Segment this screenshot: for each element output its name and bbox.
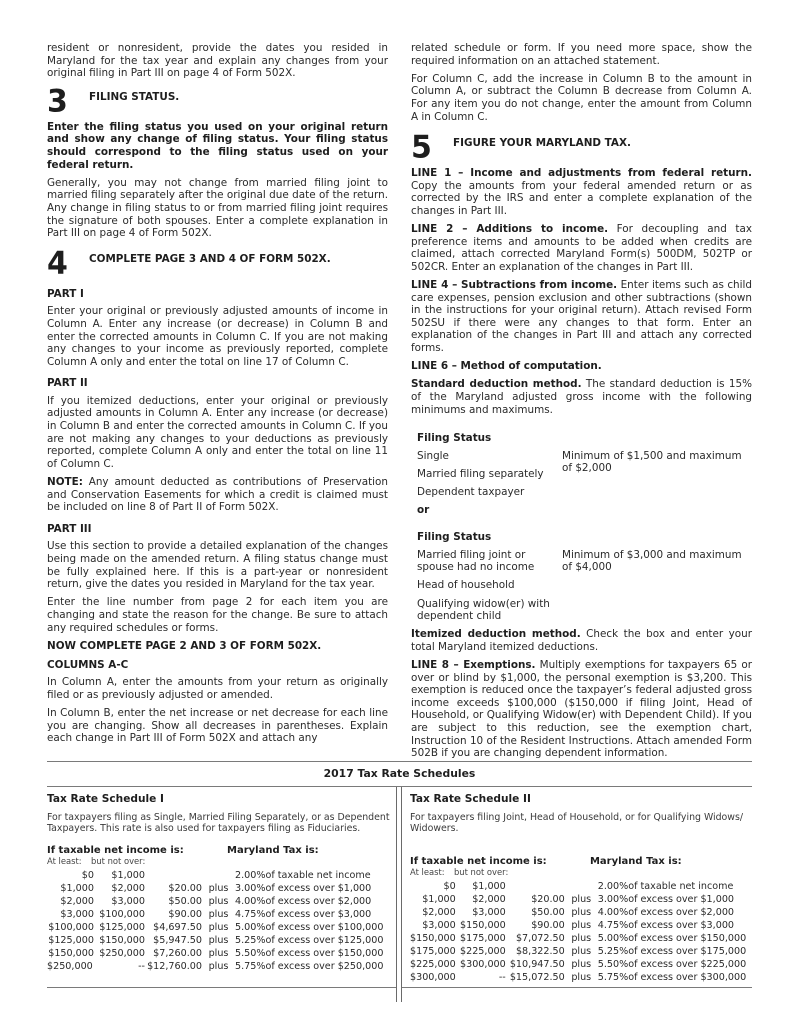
cell-at-least: $150,000 — [409, 932, 456, 944]
cell-desc: of excess over $250,000 — [265, 960, 384, 972]
cell-desc: of taxable net income — [265, 869, 371, 881]
filing-status-married-joint: Married filing joint or spouse had no income — [417, 548, 535, 574]
cell-at-least: $150,000 — [48, 947, 94, 959]
filing-status-head-of-household: Head of household — [417, 579, 515, 592]
cell-not-over: $250,000 — [99, 947, 145, 959]
line-1-text: Copy the amounts from your federal amended return or as corrected by the IRS and enter a complete explanation of the changes in Part III. — [411, 179, 752, 217]
cell-rate: 4.00% — [235, 895, 266, 907]
cell-at-least: $1,000 — [422, 893, 456, 905]
cell-rate: 5.00% — [597, 932, 629, 944]
cell-plus: plus — [208, 895, 229, 907]
cell-at-least: $2,000 — [60, 895, 94, 907]
filing-status-instruction: Enter the filing status you used on your original return and show any change of filing status. Your filing status should correspond to the filing status used on your federal return. — [47, 120, 388, 171]
cell-not-over: $2,000 — [472, 893, 506, 905]
cell-rate: 5.75% — [235, 960, 266, 972]
cell-at-least: $0 — [443, 880, 456, 892]
cell-at-least: $100,000 — [48, 921, 94, 933]
cell-base — [145, 869, 202, 882]
at-least-subheader: At least: — [409, 867, 445, 878]
standard-deduction-text: The standard deduction is 15% of the Maryland adjusted gross income with the following minimums and maximums. — [411, 378, 752, 416]
cell-not-over: $1,000 — [111, 869, 145, 881]
table-row — [47, 947, 383, 960]
cell-base: $15,072.50 — [509, 971, 565, 983]
schedule-description: For taxpayers filing Joint, Head of Household, or for Qualifying Widows/ Widowers. — [409, 811, 744, 835]
rate-table — [410, 880, 746, 984]
itemized-deduction-paragraph — [411, 628, 752, 653]
cell-plus: plus — [208, 882, 229, 894]
cell-plus: plus — [208, 947, 229, 959]
cell-desc: of excess over $300,000 — [628, 971, 747, 983]
cell-plus: plus — [208, 921, 229, 933]
note-text: Any amount deducted as contributions of Preservation and Conservation Easements for which a credit is claimed must be included on line 8 of Part II of Form 502X. — [47, 476, 388, 514]
cell-base — [506, 880, 565, 893]
line-2-text: For decoupling and tax preference items and amounts to be added when credits are claimed, attach corrected Maryland Form(s) 500DM, 502TP or 502CR. Enter an explanation of the changes in Part III. — [411, 223, 752, 273]
section-title: FIGURE YOUR MARYLAND TAX. — [453, 137, 631, 150]
cell-base: $10,947.50 — [509, 958, 565, 970]
standard-deduction-paragraph — [411, 378, 752, 416]
line-4-paragraph — [411, 279, 752, 355]
schedule-description: For taxpayers filing as Single, Married Filing Separately, or as Dependent Taxpayers. This rate is also used for taxpayers filing as Fiduciaries. — [47, 811, 390, 835]
deduction-limit: Minimum of $1,500 and maximum of $2,000 — [562, 449, 742, 475]
cell-at-least: $1,000 — [60, 882, 94, 894]
filing-status-married-separately: Married filing separately — [417, 468, 544, 480]
table-row — [47, 960, 383, 973]
not-over-subheader: but not over: — [91, 856, 146, 867]
cell-not-over: $175,000 — [459, 932, 506, 944]
filing-status-qualifying-widow: Qualifying widow(er) with dependent child — [417, 597, 550, 623]
cell-rate: 2.00% — [597, 880, 629, 892]
table-row — [410, 880, 746, 893]
income-header: If taxable net income is: — [47, 844, 184, 856]
columns-heading: COLUMNS A-C — [47, 658, 129, 671]
filing-status-group-2 — [417, 531, 752, 628]
itemized-deduction-label: Itemized deduction method. — [411, 628, 581, 641]
cell-base: $20.00 — [168, 882, 202, 894]
table-row — [47, 895, 383, 908]
table-row — [47, 869, 383, 882]
cell-plus — [565, 880, 598, 893]
deduction-limit: Minimum of $3,000 and maximum of $4,000 — [562, 548, 742, 574]
line-4-text: Enter items such as child care expenses, pension exclusion and other subtractions (shown in the instructions for your original return). Attach revised Form 502SU if there were any changes to that form. Enter an explanation of the changes in Part III and attach any corrected forms. — [411, 279, 752, 355]
cell-plus — [202, 869, 235, 882]
cell-at-least: $125,000 — [48, 934, 94, 946]
cell-not-over: -- — [498, 971, 506, 983]
filing-status-heading: Filing Status — [417, 530, 492, 543]
part-1-paragraph: Enter your original or previously adjusted amounts of income in Column A. Enter any increase (or decrease) in Column B and enter the corrected amounts in Column C. If you are not making any changes to your income as previously reported, complete Column A only and enter the total on line 17 of Column C. — [47, 305, 388, 368]
line-1-label: LINE 1 – Income and adjustments from federal return. — [411, 167, 752, 180]
cell-plus: plus — [571, 971, 592, 983]
tax-rate-schedule-1 — [47, 787, 396, 988]
cell-desc: of excess over $125,000 — [265, 934, 384, 946]
part-3-paragraph-1: Use this section to provide a detailed explanation of the changes being made on the amended return. A filing status change must be fully explained here. If this is a part-year or nonresident return, give the dates you resided in Maryland for the tax year. — [47, 540, 388, 591]
cell-rate: 5.25% — [235, 934, 266, 946]
cell-base: $4,697.50 — [153, 921, 202, 933]
cell-base: $90.00 — [168, 908, 202, 920]
left-column — [47, 42, 388, 751]
section-number: 3 — [47, 82, 68, 120]
section-title: COMPLETE PAGE 3 AND 4 OF FORM 502X. — [89, 252, 331, 265]
cell-base: $7,260.00 — [153, 947, 202, 959]
cell-not-over: $225,000 — [459, 945, 506, 957]
standard-deduction-label: Standard deduction method. — [411, 378, 582, 391]
columns-paragraph-1: In Column A, enter the amounts from your return as originally filed or as previously adjusted or amended. — [47, 676, 388, 701]
filing-status-dependent: Dependent taxpayer — [417, 486, 525, 499]
cell-desc: of excess over $100,000 — [265, 921, 384, 933]
table-row — [47, 882, 383, 895]
note-paragraph — [47, 476, 388, 514]
tax-rate-schedule-2 — [402, 787, 752, 988]
filing-status-single: Single — [417, 449, 449, 462]
filing-status-heading: Filing Status — [417, 432, 492, 445]
cell-at-least: $300,000 — [409, 971, 456, 983]
cell-base: $50.00 — [168, 895, 202, 907]
schedules-title: 2017 Tax Rate Schedules — [323, 767, 476, 780]
cell-rate: 5.25% — [597, 945, 629, 957]
section-title: FILING STATUS. — [89, 90, 180, 103]
cell-at-least: $2,000 — [422, 906, 456, 918]
cell-not-over: $150,000 — [459, 919, 506, 931]
line-1-paragraph — [411, 167, 752, 217]
part-2-heading: PART II — [47, 377, 88, 390]
cell-at-least: $175,000 — [409, 945, 456, 957]
cell-base: $90.00 — [531, 919, 565, 931]
cell-rate: 5.50% — [235, 947, 266, 959]
cell-rate: 4.75% — [597, 919, 629, 931]
right-column — [411, 42, 752, 765]
cell-plus: plus — [571, 945, 592, 957]
cell-at-least: $0 — [81, 869, 94, 881]
table-row — [410, 919, 746, 932]
table-row — [410, 958, 746, 971]
itemized-deduction-text: Check the box and enter your total Maryland itemized deductions. — [411, 628, 753, 653]
part-3-heading: PART III — [47, 522, 92, 535]
line-4-label: LINE 4 – Subtractions from income. — [411, 279, 618, 292]
cell-rate: 4.75% — [235, 908, 266, 920]
schedule-name: Tax Rate Schedule II — [409, 793, 531, 805]
cell-plus: plus — [208, 934, 229, 946]
now-complete-heading: NOW COMPLETE PAGE 2 AND 3 OF FORM 502X. — [47, 640, 322, 653]
cell-desc: of excess over $150,000 — [628, 932, 747, 944]
cell-plus: plus — [571, 893, 592, 905]
line-2-paragraph — [411, 223, 752, 273]
cell-base: $5,947.50 — [153, 934, 202, 946]
income-header: If taxable net income is: — [409, 855, 547, 867]
cell-desc: of excess over $2,000 — [265, 895, 372, 907]
table-row — [410, 971, 746, 984]
cell-rate: 5.75% — [597, 971, 629, 983]
cell-desc: of excess over $175,000 — [628, 945, 747, 957]
cell-not-over: $1,000 — [472, 880, 506, 892]
table-row — [410, 945, 746, 958]
cell-not-over: $150,000 — [99, 934, 145, 946]
cell-plus: plus — [571, 932, 592, 944]
cell-plus: plus — [571, 919, 592, 931]
rate-table — [47, 869, 383, 973]
line-8-text: Multiply exemptions for taxpayers 65 or over or blind by $1,000, the personal exemption is $3,200. This exemption is reduced once the taxpayer’s federal adjusted gross income exceeds $100,000 ($150,000 if filing Joint, Head of Household, or Qualifying Widow(er) with Dependent Child). If you are subject to this reduction, see the exemption chart, Instruction 10 of the Resident Instructions. Attach amended Form 502B if you are changing dependent information. — [411, 659, 752, 760]
cell-rate: 2.00% — [235, 869, 266, 881]
tax-header: Maryland Tax is: — [227, 844, 319, 856]
filing-status-paragraph: Generally, you may not change from married filing joint to married filing separately after the original due date of the return. Any change in filing status to or from married filing joint requires the signature of both spouses. Enter a complete explanation in Part III on page 4 of Form 502X. — [47, 176, 388, 240]
section-number: 4 — [47, 244, 68, 282]
table-row — [47, 908, 383, 921]
section-3-header — [47, 82, 388, 120]
cell-desc: of excess over $1,000 — [628, 893, 735, 905]
cell-plus: plus — [208, 908, 229, 920]
cell-not-over: $3,000 — [472, 906, 506, 918]
intro-paragraph: resident or nonresident, provide the dates you resided in Maryland for the tax year and explain any changes from your original filing in Part III on page 4 of Form 502X. — [47, 42, 388, 80]
cell-at-least: $225,000 — [409, 958, 456, 970]
cell-desc: of excess over $3,000 — [628, 919, 735, 931]
cell-base: $8,322.50 — [515, 945, 565, 957]
cell-not-over: $3,000 — [111, 895, 145, 907]
cell-at-least: $250,000 — [47, 960, 93, 972]
cell-rate: 5.50% — [597, 958, 629, 970]
cell-desc: of excess over $1,000 — [265, 882, 372, 894]
cell-rate: 4.00% — [597, 906, 629, 918]
cell-not-over: $100,000 — [99, 908, 145, 920]
line-6-heading: LINE 6 – Method of computation. — [411, 360, 602, 373]
tax-header: Maryland Tax is: — [589, 855, 682, 867]
cell-base: $20.00 — [531, 893, 565, 905]
line-2-label: LINE 2 – Additions to income. — [411, 223, 609, 236]
cell-at-least: $3,000 — [422, 919, 456, 931]
part-2-paragraph: If you itemized deductions, enter your original or previously adjusted amounts in Column A. Enter any increase (or decrease) in Column B and enter the corrected amounts in Column C. If you are not making any changes to your deductions as previously reported, complete Column A only and enter the total on line 11 of Column C. — [47, 394, 388, 470]
cell-not-over: $125,000 — [99, 921, 145, 933]
filing-status-group-1 — [417, 432, 752, 517]
cell-desc: of excess over $225,000 — [628, 958, 747, 970]
or-label: or — [417, 504, 430, 517]
table-row — [410, 932, 746, 945]
table-row — [410, 893, 746, 906]
not-over-subheader: but not over: — [453, 867, 509, 878]
cell-rate: 5.00% — [235, 921, 266, 933]
tax-rate-schedules — [47, 761, 752, 988]
table-row — [47, 921, 383, 934]
part-1-heading: PART I — [47, 287, 84, 300]
line-8-paragraph — [411, 659, 752, 760]
cell-base: $12,760.00 — [147, 960, 202, 972]
note-label: NOTE: — [47, 476, 83, 489]
cell-desc: of taxable net income — [628, 880, 734, 892]
line-8-label: LINE 8 – Exemptions. — [411, 659, 536, 672]
cell-not-over: $300,000 — [459, 958, 506, 970]
section-4-header — [47, 244, 388, 282]
cell-not-over: $2,000 — [111, 882, 145, 894]
cell-plus: plus — [571, 906, 592, 918]
section-5-header — [411, 129, 752, 167]
columns-paragraph-2: In Column B, enter the net increase or net decrease for each line you are changing. Show all decreases in parentheses. Explain each change in Part III of Form 502X and attach any — [47, 707, 388, 745]
cell-rate: 3.00% — [597, 893, 629, 905]
cell-at-least: $3,000 — [60, 908, 94, 920]
continuation-paragraph-2: For Column C, add the increase in Column B to the amount in Column A, or subtract the Column B decrease from Column A. For any item you do not change, enter the amount from Column A in Column C. — [411, 72, 752, 123]
continuation-paragraph-1: related schedule or form. If you need more space, show the required information on an attached statement. — [411, 42, 752, 67]
part-3-paragraph-2: Enter the line number from page 2 for each item you are changing and state the reason for the change. Be sure to attach any required schedules or forms. — [47, 596, 388, 634]
cell-base: $7,072.50 — [515, 932, 565, 944]
table-row — [410, 906, 746, 919]
cell-desc: of excess over $3,000 — [265, 908, 372, 920]
cell-plus: plus — [208, 960, 229, 972]
cell-plus: plus — [571, 958, 592, 970]
cell-desc: of excess over $150,000 — [265, 947, 384, 959]
cell-desc: of excess over $2,000 — [628, 906, 735, 918]
section-number: 5 — [411, 129, 432, 167]
cell-base: $50.00 — [531, 906, 565, 918]
at-least-subheader: At least: — [47, 856, 82, 867]
cell-not-over: -- — [138, 960, 145, 972]
table-row — [47, 934, 383, 947]
cell-rate: 3.00% — [235, 882, 266, 894]
schedule-name: Tax Rate Schedule I — [47, 793, 164, 805]
